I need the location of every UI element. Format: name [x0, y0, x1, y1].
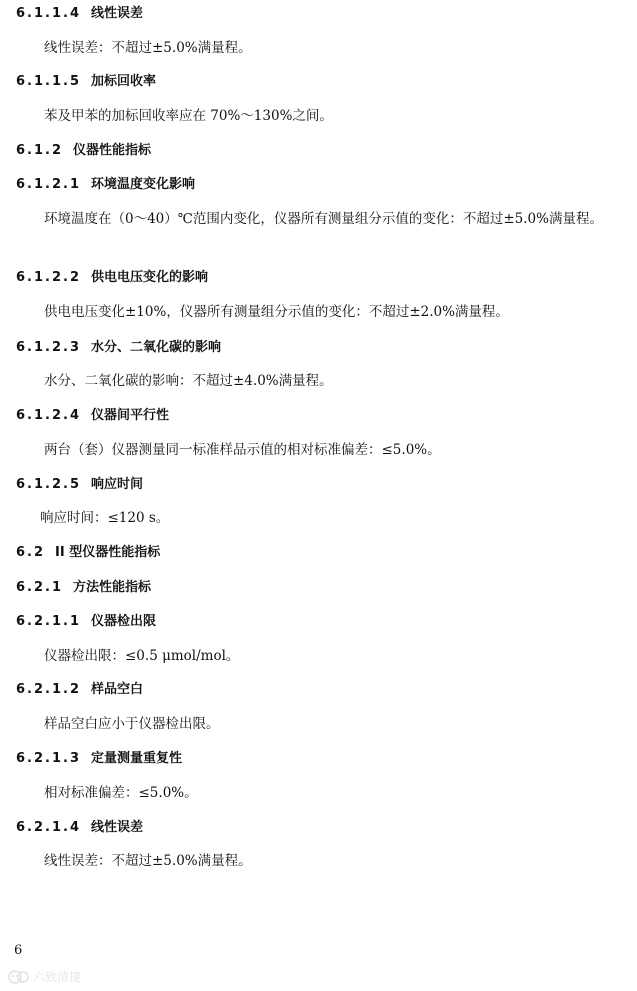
section-body: 响应时间：≤120 s。	[40, 510, 170, 526]
section-number: 6.1.2.3	[16, 340, 81, 355]
section-heading	[16, 143, 151, 159]
section-title: 仪器间平行性	[91, 408, 170, 423]
section-heading	[16, 340, 221, 356]
section-number: 6.2.1.3	[16, 751, 81, 766]
section-body: 样品空白应小于仪器检出限。	[44, 716, 220, 732]
section-number: 6.1.1.4	[16, 6, 81, 21]
section-heading	[16, 614, 156, 630]
section-title: 环境温度变化影响	[91, 177, 196, 192]
section-heading	[16, 270, 208, 286]
section-body: 水分、二氧化碳的影响：不超过±4.0%满量程。	[44, 373, 333, 389]
section-title: 线性误差	[91, 820, 144, 835]
section-number: 6.1.1.5	[16, 74, 81, 89]
section-number: 6.2.1	[16, 580, 64, 595]
section-body: 环境温度在（0～40）℃范围内变化，仪器所有测量组分示值的变化：不超过±5.0%满量程。	[44, 211, 603, 227]
section-title: 水分、二氧化碳的影响	[91, 340, 222, 355]
section-title: 样品空白	[91, 682, 144, 697]
section-title: 定量测量重复性	[91, 751, 183, 766]
section-number: 6.1.2.5	[16, 477, 81, 492]
section-heading	[16, 682, 143, 698]
section-body: 苯及甲苯的加标回收率应在 70%～130%之间。	[44, 108, 333, 124]
section-heading	[16, 545, 160, 561]
section-number: 6.2.1.2	[16, 682, 81, 697]
section-title: 方法性能指标	[73, 580, 152, 595]
section-heading	[16, 6, 143, 22]
section-body: 两台（套）仪器测量同一标准样品示值的相对标准偏差：≤5.0%。	[44, 442, 441, 458]
section-title: II 型仪器性能指标	[55, 545, 161, 560]
section-heading	[16, 751, 182, 767]
section-heading	[16, 177, 195, 193]
section-number: 6.2.1.1	[16, 614, 81, 629]
section-title: 响应时间	[91, 477, 144, 492]
section-body: 仪器检出限：≤0.5 μmol/mol。	[44, 648, 240, 664]
section-title: 仪器性能指标	[73, 143, 152, 158]
section-number: 6.1.2.1	[16, 177, 81, 192]
section-number: 6.1.2.2	[16, 270, 81, 285]
section-number: 6.1.2	[16, 143, 64, 158]
section-body: 供电电压变化±10%，仪器所有测量组分示值的变化：不超过±2.0%满量程。	[44, 304, 509, 320]
section-number: 6.2.1.4	[16, 820, 81, 835]
watermark	[8, 968, 81, 985]
section-title: 加标回收率	[91, 74, 157, 89]
section-body: 线性误差：不超过±5.0%满量程。	[44, 40, 252, 56]
section-heading	[16, 477, 143, 493]
section-heading	[16, 74, 156, 90]
section-body: 相对标准偏差：≤5.0%。	[44, 785, 198, 801]
section-heading	[16, 580, 151, 596]
watermark-logo-icon	[8, 969, 30, 985]
section-heading	[16, 408, 169, 424]
section-title: 仪器检出限	[91, 614, 157, 629]
section-title: 线性误差	[91, 6, 144, 21]
section-number: 6.1.2.4	[16, 408, 81, 423]
section-title: 供电电压变化的影响	[91, 270, 209, 285]
section-body: 线性误差：不超过±5.0%满量程。	[44, 853, 252, 869]
watermark-text: 六致清捷	[33, 970, 82, 984]
page-number: 6	[14, 943, 23, 958]
section-number: 6.2	[16, 545, 46, 560]
section-heading	[16, 820, 143, 836]
